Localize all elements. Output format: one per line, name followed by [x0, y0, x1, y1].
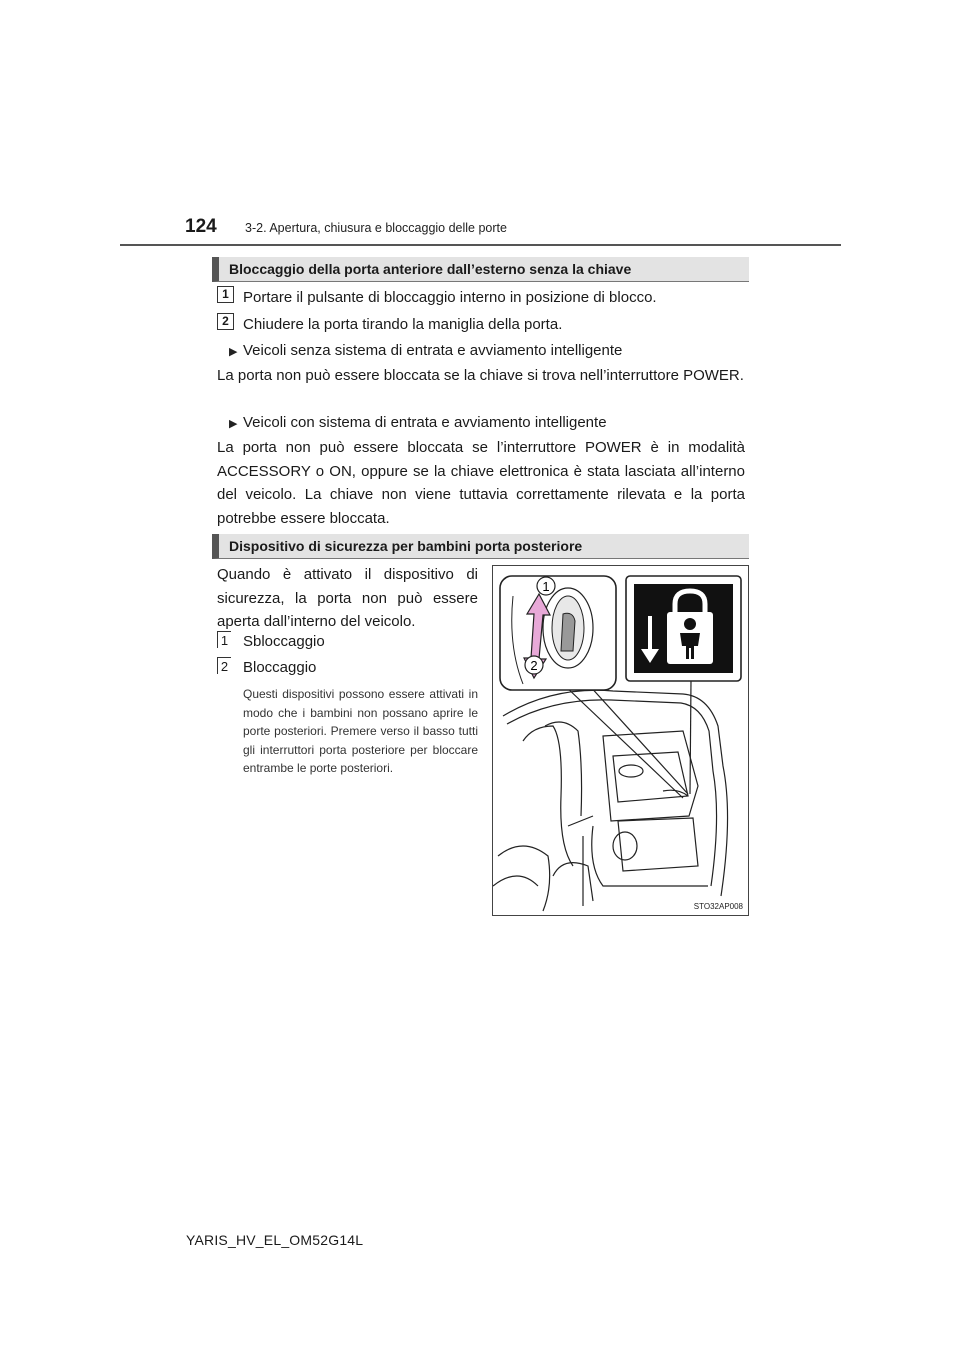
paragraph-child-lock-intro: Quando è attivato il dispositivo di sicurezza, la porta non può essere aperta dall’interno del veicolo. [217, 566, 478, 630]
step-number-2: 2 [217, 313, 234, 330]
figure-code: STO32AP008 [693, 902, 743, 911]
bullet-triangle-icon: ▶ [229, 418, 238, 430]
item-number-2: 2 [217, 657, 231, 674]
header-divider [120, 244, 841, 246]
chapter-title: 3-2. Apertura, chiusura e bloccaggio delle porte [245, 221, 507, 235]
item-number-1: 1 [217, 631, 231, 648]
paragraph-without-smart-entry: La porta non può essere bloccata se la chiave si trova nell’interruttore POWER. [217, 367, 744, 384]
item-label-lock: Bloccaggio [243, 659, 317, 676]
page-number: 124 [185, 216, 217, 237]
section-heading-front-door-lock: Bloccaggio della porta anteriore dall’esterno senza la chiave [212, 257, 749, 282]
document-code: YARIS_HV_EL_OM52G14L [186, 1232, 364, 1248]
step-number-1: 1 [217, 286, 234, 303]
step-text-2: Chiudere la porta tirando la maniglia della porta. [243, 316, 563, 333]
callout-label-2: 2 [530, 658, 538, 673]
section-heading-child-lock: Dispositivo di sicurezza per bambini porta posteriore [212, 534, 749, 559]
callout-label-1: 1 [542, 579, 550, 594]
door-illustration-svg [493, 566, 748, 915]
item-label-unlock: Sbloccaggio [243, 633, 325, 650]
subheading-with-smart-entry: Veicoli con sistema di entrata e avviamento intelligente [243, 414, 607, 431]
child-lock-illustration [492, 565, 749, 916]
bullet-triangle-icon: ▶ [229, 346, 238, 358]
step-text-1: Portare il pulsante di bloccaggio interno in posizione di blocco. [243, 289, 657, 306]
note-child-lock: Questi dispositivi possono essere attivati in modo che i bambini non possano aprire le porte posteriori. Premere verso il basso tutti gli interruttori porta posteriore per bloccare entrambe le porte posteriori. [243, 687, 478, 775]
paragraph-with-smart-entry: La porta non può essere bloccata se l’interruttore POWER è in modalità ACCESSORY o ON, oppure se la chiave elettronica è stata lasciata all’interno del veicolo. La chiave non viene tuttavia correttamente rilevata e la porta potrebbe essere bloccata. [217, 439, 745, 527]
subheading-without-smart-entry: Veicoli senza sistema di entrata e avviamento intelligente [243, 342, 623, 359]
